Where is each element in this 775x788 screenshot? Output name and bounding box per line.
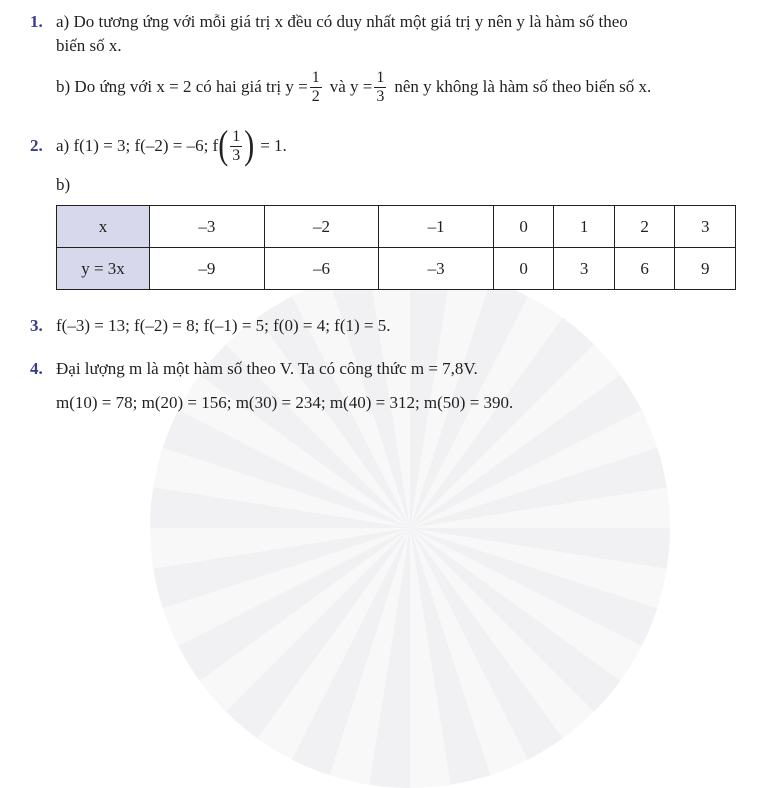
problem-2-a-prefix: a) f(1) = 3; f(–2) = –6; f (56, 136, 219, 155)
fraction-one-third (230, 128, 242, 165)
table-cell: 9 (675, 248, 736, 290)
value-table (56, 205, 736, 290)
problem-2-b-label: b) (56, 175, 71, 194)
problem-1-b-middle: và y = (329, 77, 373, 96)
table-cell: 2 (614, 206, 675, 248)
table-cell: 6 (614, 248, 675, 290)
problem-4-text: Đại lượng m là một hàm số theo V. Ta có công thức m = 7,8V. (56, 359, 478, 378)
problem-3-text: f(–3) = 13; f(–2) = 8; f(–1) = 5; f(0) = 4; f(1) = 5. (56, 316, 391, 335)
fraction-numerator: 1 (311, 68, 320, 86)
table-cell: 0 (493, 206, 554, 248)
problem-1-a-line2: biến số x. (56, 36, 122, 55)
problem-3-number: 3. (30, 316, 43, 335)
left-parenthesis-icon: ( (218, 123, 229, 168)
table-cell: 3 (554, 248, 615, 290)
problem-1-b-prefix: b) Do ứng với x = 2 có hai giá trị y = (56, 77, 308, 96)
table-cell: –2 (264, 206, 379, 248)
table-cell: –3 (379, 248, 494, 290)
right-parenthesis-icon: ) (244, 123, 255, 168)
table-cell: –9 (150, 248, 265, 290)
table-cell: –6 (264, 248, 379, 290)
table-row (57, 248, 736, 290)
table-header-x: x (57, 206, 150, 248)
problem-1-a-text: a) Do tương ứng với mỗi giá trị x đều có duy nhất một giá trị y nên y là hàm số theo (56, 12, 628, 31)
table-header-y: y = 3x (57, 248, 150, 290)
problem-2-number: 2. (30, 136, 43, 155)
table-cell: 3 (675, 206, 736, 248)
problem-1-b-suffix: nên y không là hàm số theo biến số x. (394, 77, 652, 96)
problem-1-number: 1. (30, 12, 43, 31)
problem-4-number: 4. (30, 359, 43, 378)
problem-1-a-line1 (30, 12, 628, 32)
fraction-one-half (310, 69, 322, 106)
problem-3 (30, 316, 391, 336)
fraction-one-third (374, 69, 386, 106)
fraction-denominator: 3 (232, 146, 241, 164)
table-cell: –1 (379, 206, 494, 248)
table-cell: –3 (150, 206, 265, 248)
problem-1-b (56, 64, 651, 110)
fraction-numerator: 1 (376, 68, 385, 86)
table-row (57, 206, 736, 248)
table-cell: 0 (493, 248, 554, 290)
problem-2-a-suffix: = 1. (260, 136, 287, 155)
problem-4-line1 (30, 359, 478, 379)
fraction-numerator: 1 (232, 127, 241, 145)
fraction-denominator: 2 (311, 87, 320, 105)
problem-2-a (30, 122, 287, 170)
table-cell: 1 (554, 206, 615, 248)
problem-4-line2: m(10) = 78; m(20) = 156; m(30) = 234; m(40) = 312; m(50) = 390. (56, 393, 514, 412)
fraction-denominator: 3 (376, 87, 385, 105)
